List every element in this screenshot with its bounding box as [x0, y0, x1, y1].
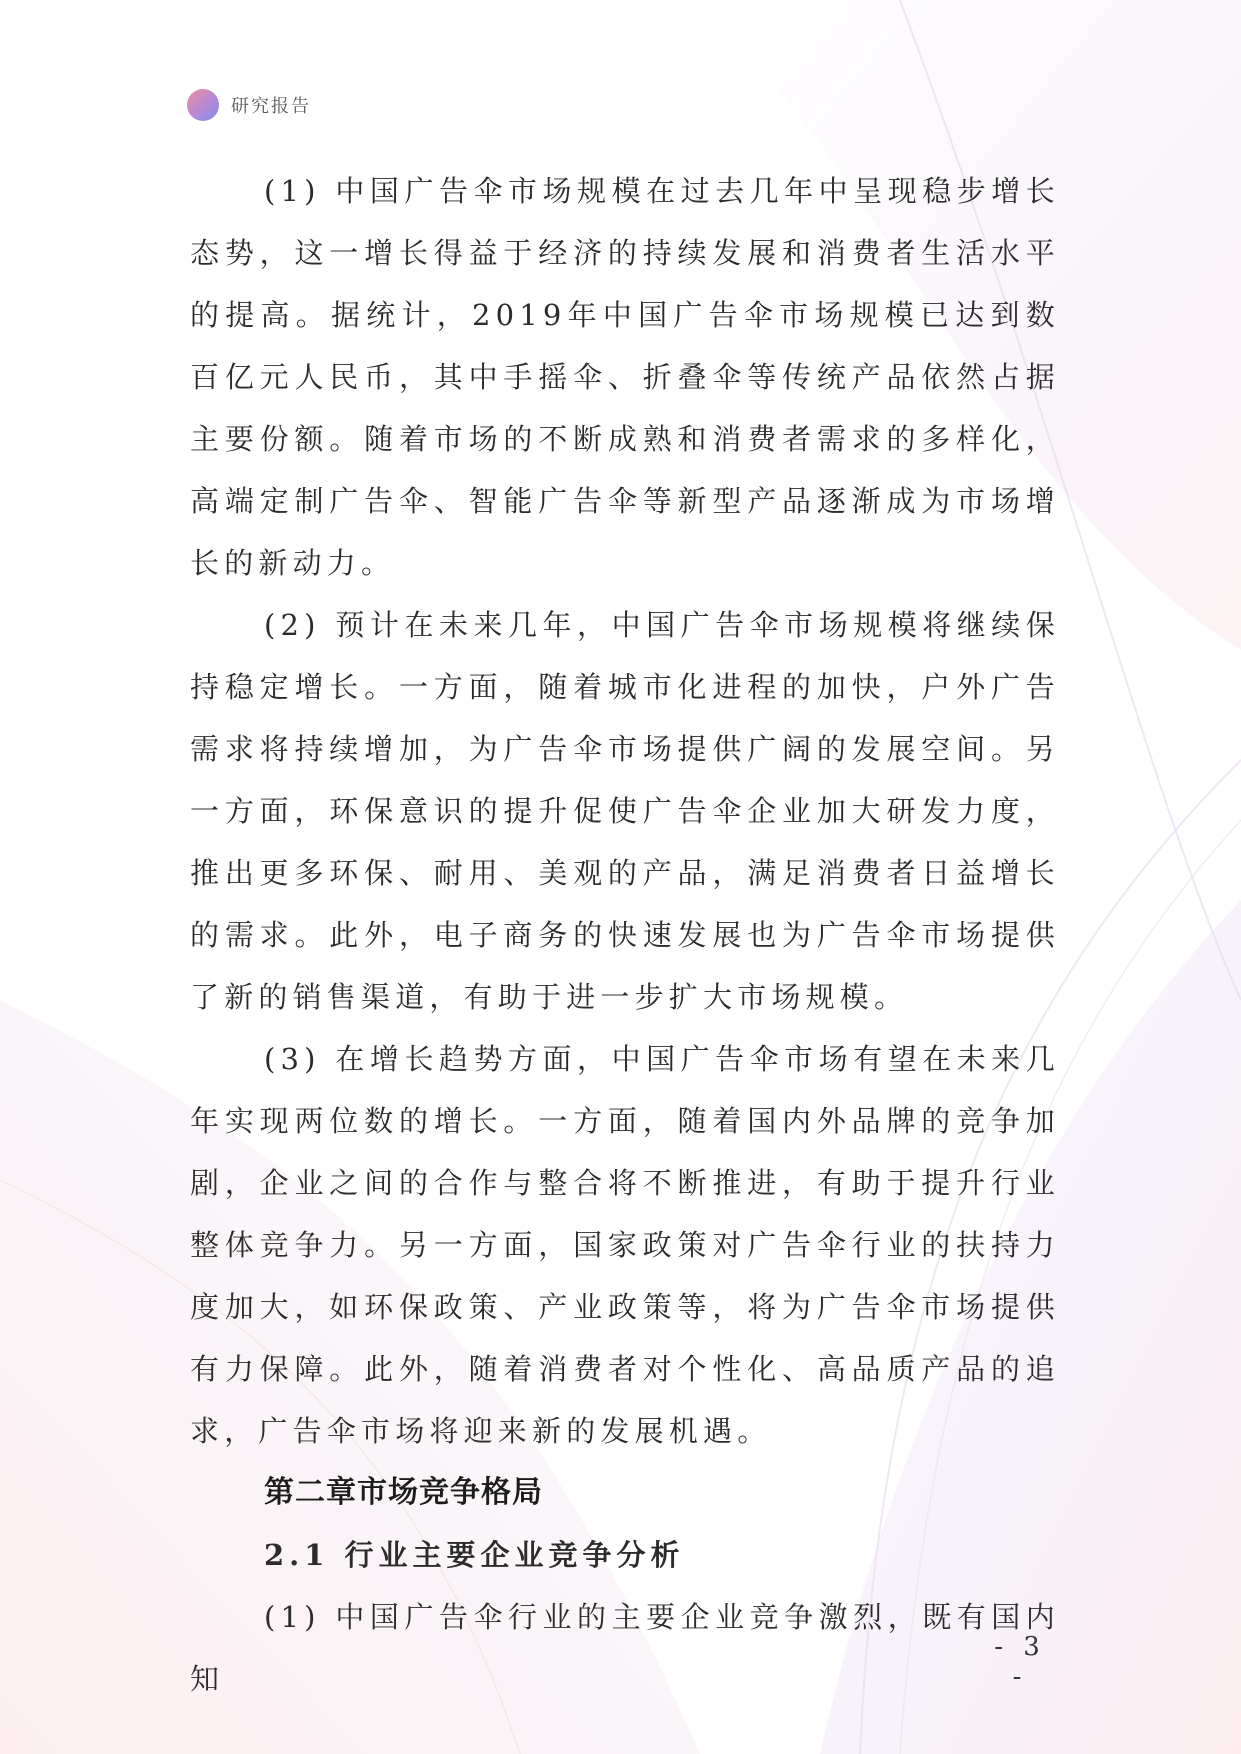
paragraph-2: (2) 预计在未来几年，中国广告伞市场规模将继续保持稳定增长。一方面，随着城市化进程的加快，户外广告需求将持续增加，为广告伞市场提供广阔的发展空间。另一方面，环保意识的提升促使广告伞企业加大研发力度，推出更多环保、耐用、美观的产品，满足消费者日益增长的需求。此外，电子商务的快速发展也为广告伞市场提供了新的销售渠道，有助于进一步扩大市场规模。	[190, 608, 1060, 1014]
section-title: 2.1 行业主要企业竞争分析	[264, 1538, 685, 1572]
report-header	[187, 88, 311, 122]
logo-icon	[187, 89, 219, 121]
paragraph-3: (3) 在增长趋势方面，中国广告伞市场有望在未来几年实现两位数的增长。一方面，随着国内外品牌的竞争加剧，企业之间的合作与整合将不断推进，有助于提升行业整体竞争力。另一方面，国家政策对广告伞行业的扶持力度加大，如环保政策、产业政策等，将为广告伞市场提供有力保障。此外，随着消费者对个性化、高品质产品的追求，广告伞市场将迎来新的发展机遇。	[190, 1042, 1060, 1448]
document-body	[190, 160, 1060, 1710]
page-number: - 3 -	[994, 1632, 1046, 1692]
paragraph-4: (1) 中国广告伞行业的主要企业竞争激烈，既有国内知	[190, 1600, 1060, 1696]
header-label: 研究报告	[231, 96, 311, 117]
paragraph-1: (1) 中国广告伞市场规模在过去几年中呈现稳步增长态势，这一增长得益于经济的持续发展和消费者生活水平的提高。据统计，2019年中国广告伞市场规模已达到数百亿元人民币，其中手摇伞、折叠伞等传统产品依然占据主要份额。随着市场的不断成熟和消费者需求的多样化，高端定制广告伞、智能广告伞等新型产品逐渐成为市场增长的新动力。	[190, 174, 1060, 580]
chapter-title: 第二章市场竞争格局	[264, 1475, 543, 1510]
